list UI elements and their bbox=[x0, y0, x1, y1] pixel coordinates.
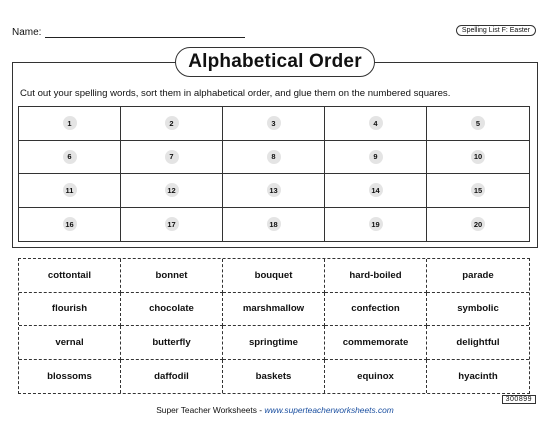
numbered-square bbox=[19, 174, 121, 208]
word-cards-grid bbox=[18, 258, 530, 394]
footer bbox=[0, 405, 550, 415]
square-number: 3 bbox=[267, 116, 281, 130]
word-card[interactable]: symbolic bbox=[427, 293, 529, 327]
square-number: 13 bbox=[267, 183, 281, 197]
square-number: 20 bbox=[471, 217, 485, 231]
numbered-square bbox=[121, 208, 223, 242]
square-number: 9 bbox=[369, 150, 383, 164]
word-card[interactable]: commemorate bbox=[325, 326, 427, 360]
spelling-list-tag: Spelling List F: Easter bbox=[456, 25, 536, 36]
word-card[interactable]: hyacinth bbox=[458, 370, 498, 382]
numbered-square bbox=[223, 107, 325, 141]
numbered-square bbox=[121, 107, 223, 141]
word-card[interactable]: daffodil bbox=[121, 360, 223, 394]
word-card[interactable]: bonnet bbox=[121, 259, 223, 293]
numbered-square bbox=[427, 208, 529, 242]
footer-brand: Super Teacher Worksheets bbox=[156, 405, 257, 415]
numbered-square bbox=[19, 208, 121, 242]
page-title: Alphabetical Order bbox=[175, 47, 375, 77]
word-card[interactable]: chocolate bbox=[121, 293, 223, 327]
word-card[interactable]: baskets bbox=[223, 360, 325, 394]
square-number: 4 bbox=[369, 116, 383, 130]
numbered-square bbox=[223, 141, 325, 175]
square-number: 2 bbox=[165, 116, 179, 130]
name-input-line[interactable] bbox=[45, 28, 245, 38]
word-card[interactable]: blossoms bbox=[19, 360, 121, 394]
footer-url-link[interactable]: www.superteacherworksheets.com bbox=[264, 405, 394, 415]
square-number: 12 bbox=[165, 183, 179, 197]
name-row bbox=[12, 27, 245, 38]
numbered-square bbox=[19, 141, 121, 175]
worksheet-code: 300899 bbox=[502, 395, 536, 404]
square-number: 14 bbox=[369, 183, 383, 197]
square-number: 6 bbox=[63, 150, 77, 164]
word-card[interactable]: springtime bbox=[223, 326, 325, 360]
word-card[interactable]: parade bbox=[427, 259, 529, 293]
word-card[interactable]: vernal bbox=[19, 326, 121, 360]
square-number: 19 bbox=[369, 217, 383, 231]
word-card[interactable]: delightful bbox=[427, 326, 529, 360]
numbered-square bbox=[427, 174, 529, 208]
square-number: 11 bbox=[63, 183, 77, 197]
numbered-square bbox=[121, 141, 223, 175]
numbered-squares-grid bbox=[18, 106, 530, 242]
word-card[interactable]: confection bbox=[325, 293, 427, 327]
numbered-square bbox=[121, 174, 223, 208]
square-number: 15 bbox=[471, 183, 485, 197]
numbered-square bbox=[223, 208, 325, 242]
numbered-square bbox=[427, 141, 529, 175]
word-card[interactable]: butterfly bbox=[121, 326, 223, 360]
footer-separator: - bbox=[256, 405, 265, 415]
square-number: 10 bbox=[471, 150, 485, 164]
square-number: 17 bbox=[165, 217, 179, 231]
numbered-square bbox=[325, 107, 427, 141]
word-card[interactable]: bouquet bbox=[223, 259, 325, 293]
word-card[interactable]: equinox bbox=[325, 360, 427, 394]
word-card[interactable]: flourish bbox=[19, 293, 121, 327]
word-card[interactable]: marshmallow bbox=[223, 293, 325, 327]
numbered-square bbox=[427, 107, 529, 141]
numbered-square bbox=[325, 208, 427, 242]
numbered-square bbox=[19, 107, 121, 141]
word-card[interactable]: cottontail bbox=[19, 259, 121, 293]
name-label: Name: bbox=[12, 27, 42, 38]
square-number: 18 bbox=[267, 217, 281, 231]
word-card[interactable]: hard-boiled bbox=[325, 259, 427, 293]
numbered-square bbox=[223, 174, 325, 208]
square-number: 8 bbox=[267, 150, 281, 164]
numbered-square bbox=[325, 141, 427, 175]
square-number: 7 bbox=[165, 150, 179, 164]
square-number: 16 bbox=[63, 217, 77, 231]
square-number: 5 bbox=[471, 116, 485, 130]
instructions: Cut out your spelling words, sort them in alphabetical order, and glue them on the numbered squares. bbox=[20, 88, 451, 99]
numbered-square bbox=[325, 174, 427, 208]
square-number: 1 bbox=[63, 116, 77, 130]
